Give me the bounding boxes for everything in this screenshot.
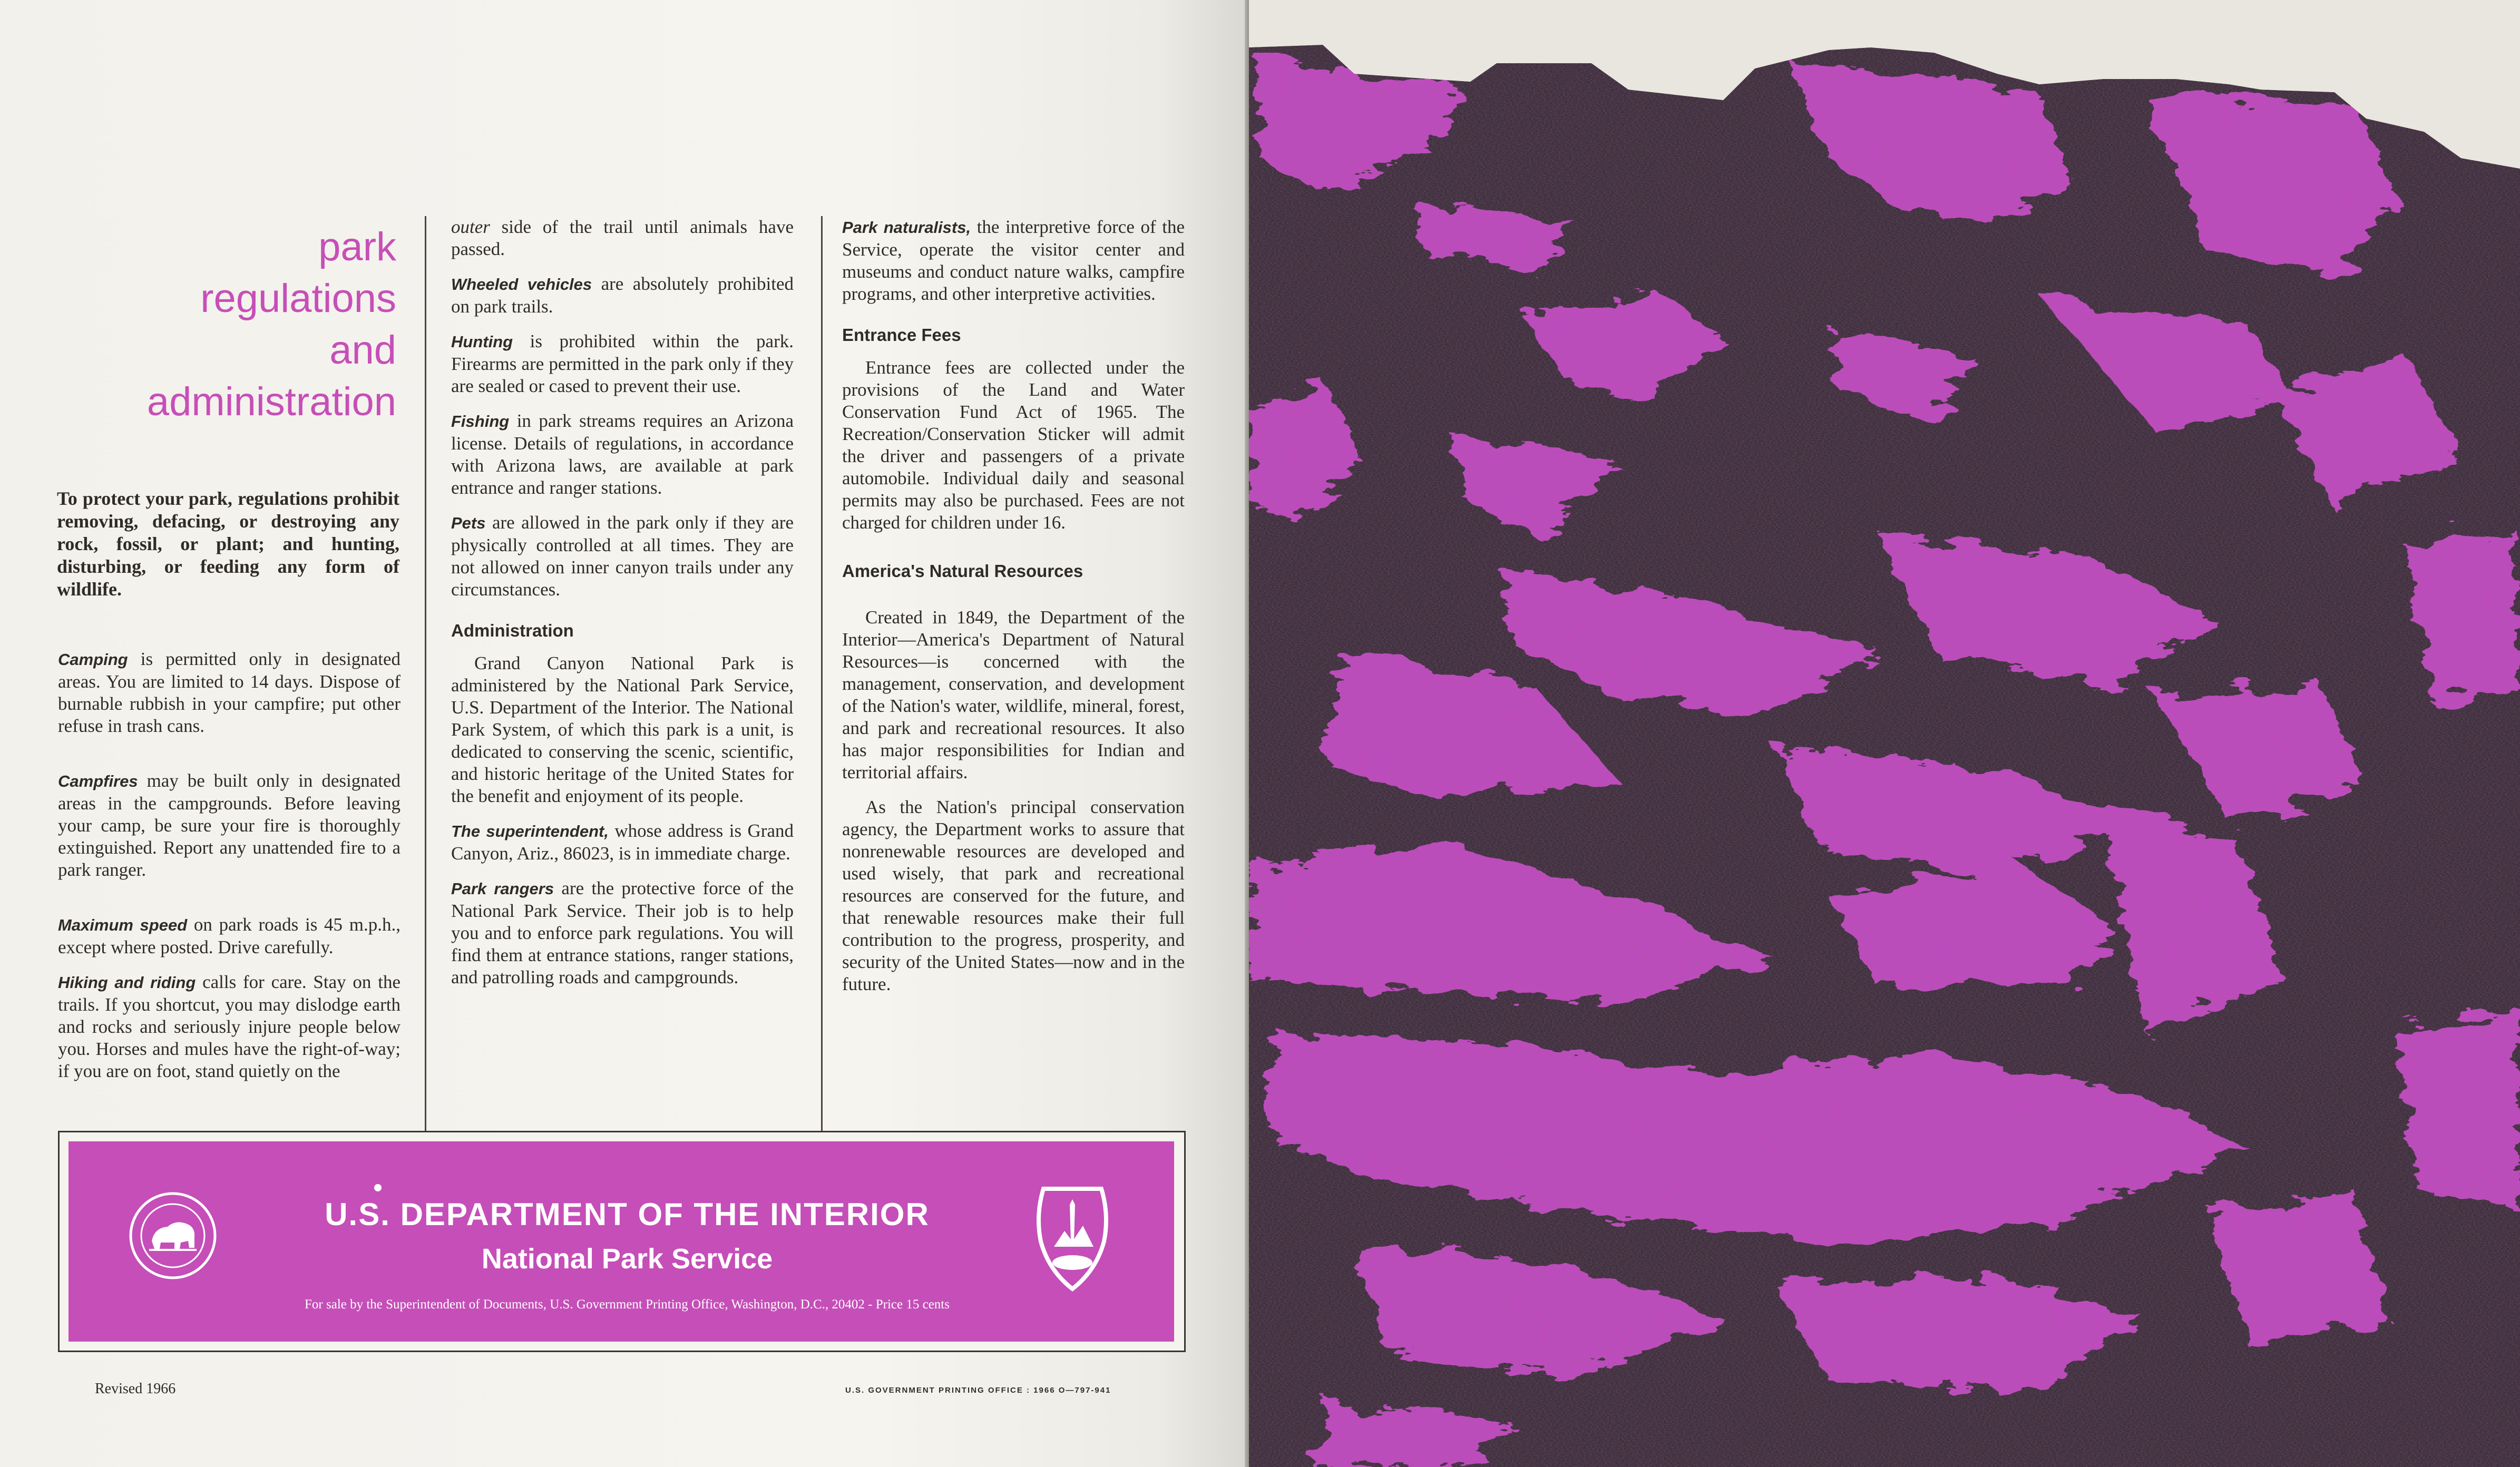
cover-page	[1249, 0, 2520, 1467]
title-line: regulations	[200, 276, 396, 321]
decorative-dot	[374, 1184, 382, 1191]
hiking-text: calls for care. Stay on the trails. If you shortcut, you may dislodge earth and rocks and seriously injure people below you. Horses and mules have the right-of-way; if you are on foot, stand quietly on the	[58, 972, 401, 1081]
speed-lead: Maximum speed	[58, 916, 188, 934]
interior-seal-icon	[128, 1191, 218, 1280]
photo-grain	[1249, 0, 2520, 1467]
pets-paragraph	[451, 512, 794, 601]
outer-word: outer	[451, 217, 490, 237]
inside-page	[0, 0, 1245, 1467]
trail-continued-text: side of the trail until animals have passed.	[451, 217, 794, 259]
naturalists-paragraph	[842, 216, 1185, 305]
administration-heading: Administration	[451, 621, 574, 640]
natural-resources-heading: America's Natural Resources	[842, 561, 1083, 581]
department-name: U.S. DEPARTMENT OF THE INTERIOR	[325, 1197, 930, 1232]
title-line: and	[329, 328, 396, 373]
column-3	[842, 216, 1185, 1008]
campfires-paragraph	[58, 770, 401, 881]
agency-name: National Park Service	[481, 1243, 773, 1275]
column-1	[58, 648, 401, 1095]
hunting-paragraph	[451, 330, 794, 397]
rangers-lead: Park rangers	[451, 879, 554, 898]
resources-paragraph-1: Created in 1849, the Department of the Interior—America's Department of Natural Resources—is concerned with the management, conservation, and development of the Nation's water, wildlife, mineral, forest, and park and recreational resources. It also has major responsibilities for Indian and territorial affairs.	[842, 607, 1185, 783]
superintendent-paragraph	[451, 820, 794, 865]
fishing-paragraph	[451, 410, 794, 499]
speed-paragraph	[58, 914, 401, 959]
hunting-text: is prohibited within the park. Firearms are permitted in the park only if they are sealed or cased to prevent their use.	[451, 331, 794, 396]
intro-paragraph: To protect your park, regulations prohibit removing, defacing, or destroying any rock, fossil, or plant; and hunting, disturbing, or feeding any form of wildlife.	[57, 488, 399, 600]
column-divider	[425, 216, 426, 1133]
wheeled-paragraph	[451, 273, 794, 318]
sale-notice: For sale by the Superintendent of Documents, U.S. Government Printing Office, Washington, D.C., 20402 - Price 15 cents	[305, 1297, 950, 1312]
speed-text: on park roads is 45 m.p.h., except where posted. Drive carefully.	[58, 914, 401, 957]
hiking-lead: Hiking and riding	[58, 973, 196, 992]
naturalists-lead: Park naturalists,	[842, 218, 971, 237]
fishing-lead: Fishing	[451, 412, 510, 431]
wheeled-text: are absolutely prohibited on park trails.	[451, 273, 794, 317]
entrance-fees-heading: Entrance Fees	[842, 325, 961, 345]
campfires-lead: Campfires	[58, 772, 138, 790]
pets-lead: Pets	[451, 514, 486, 532]
naturalists-text: the interpretive force of the Service, operate the visitor center and museums and conduct nature walks, campfire programs, and other interpretive activities.	[842, 217, 1185, 304]
superintendent-text: whose address is Grand Canyon, Ariz., 86023, is in immediate charge.	[451, 820, 794, 864]
nps-arrowhead-icon	[1033, 1184, 1112, 1294]
camping-text: is permitted only in designated areas. You are limited to 14 days. Dispose of burnable rubbish in your campfire; put other refuse in trash cans.	[58, 649, 401, 736]
revised-date: Revised 1966	[95, 1381, 176, 1397]
campfires-text: may be built only in designated areas in the campgrounds. Before leaving your camp, be sure your fire is thoroughly extinguished. Report any unattended fire to a park ranger.	[58, 770, 401, 880]
administration-paragraph: Grand Canyon National Park is administered by the National Park Service, U.S. Department of the Interior. The National Park System, of which this park is a unit, is dedicated to conserving the scenic, scientific, and historic heritage of the United States for the benefit and enjoyment of its people.	[451, 653, 794, 806]
title-line: administration	[146, 379, 396, 424]
resources-paragraph-2: As the Nation's principal conservation agency, the Department works to assure that nonrenewable resources are developed and used wisely, that park and recreational resources are conserved for the future, and that renewable resources make their full contribution to the progress, prosperity, and security of the United States—now and in the future.	[842, 797, 1185, 994]
hiking-paragraph	[58, 971, 401, 1082]
trail-continued-paragraph	[451, 216, 794, 260]
superintendent-lead: The superintendent,	[451, 822, 609, 840]
fishing-text: in park streams requires an Arizona license. Details of regulations, in accordance with Arizona laws, are available at park entrance and ranger stations.	[451, 410, 794, 498]
column-divider	[821, 216, 823, 1133]
camping-paragraph	[58, 648, 401, 737]
column-2	[451, 216, 794, 1001]
camping-lead: Camping	[58, 650, 128, 669]
entrance-fees-paragraph: Entrance fees are collected under the provisions of the Land and Water Conservation Fund Act of 1965. The Recreation/Conservation Sticker will admit the driver and passengers of a private automobile. Individual daily and seasonal permits may also be purchased. Fees are not charged for children under 16.	[842, 357, 1185, 533]
rangers-text: are the protective force of the National Park Service. Their job is to help you and to enforce park regulations. You will find them at entrance stations, ranger stations, and patrolling roads and campgrounds.	[451, 878, 794, 987]
printing-office-line: U.S. GOVERNMENT PRINTING OFFICE : 1966 O—797-941	[845, 1386, 1111, 1395]
pets-text: are allowed in the park only if they are physically controlled at all times. They are not allowed on inner canyon trails under any circumstances.	[451, 512, 794, 600]
rangers-paragraph	[451, 877, 794, 989]
page-title	[27, 221, 396, 428]
canyon-photo	[1249, 0, 2520, 1467]
title-line: park	[318, 224, 396, 269]
wheeled-lead: Wheeled vehicles	[451, 275, 592, 294]
hunting-lead: Hunting	[451, 332, 513, 351]
